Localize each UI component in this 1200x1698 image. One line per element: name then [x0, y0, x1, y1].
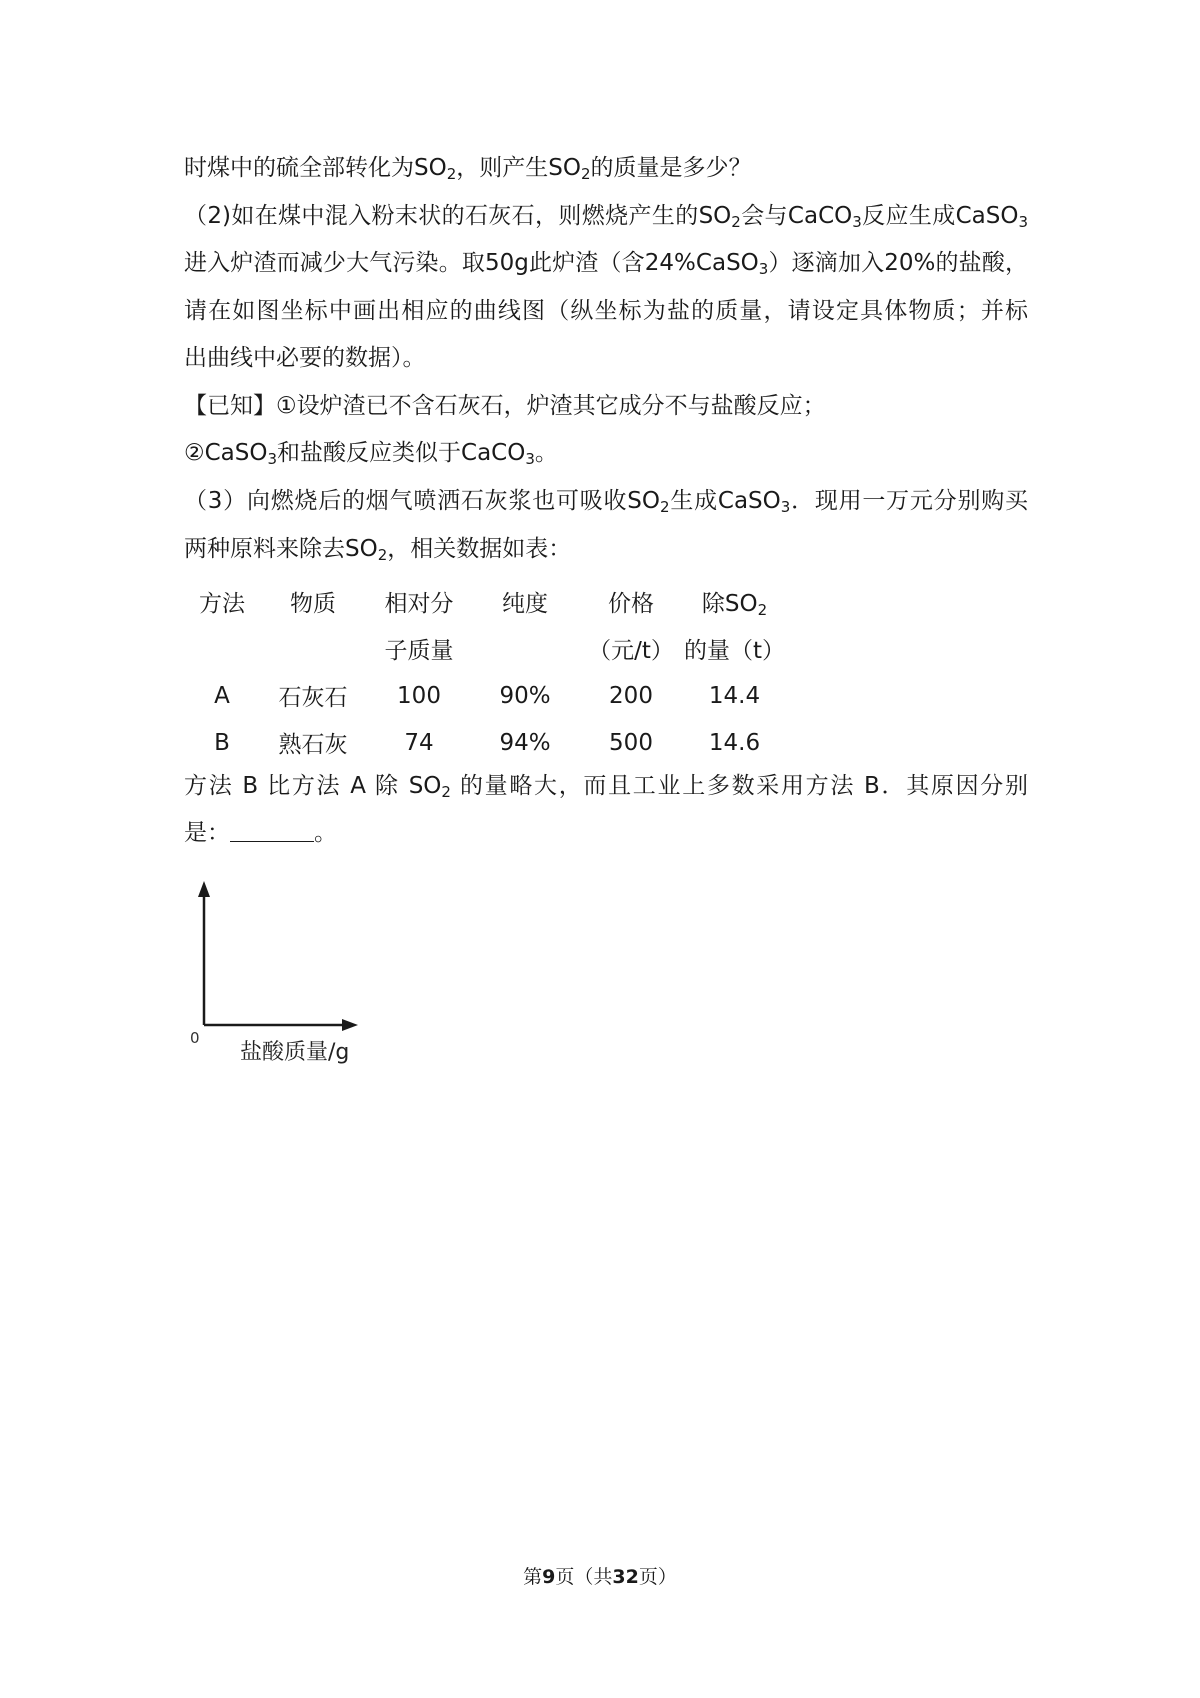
text-line-7: ②CaSO$_3$和盐酸反应类似于CaCO$_3$。 [184, 440, 558, 468]
text-line-10: 方法 B 比方法 A 除 $SO_2$ 的量略大，而且工业上多数采用方法 B．其原因分别 [184, 773, 1028, 801]
table-row [184, 672, 785, 719]
origin-label: 0 [190, 1029, 200, 1047]
data-table [184, 578, 785, 766]
answer-blank[interactable] [230, 819, 314, 842]
table-row [184, 719, 785, 766]
text-line-8: （3）向燃烧后的烟气喷洒石灰浆也可吸收$SO_2$生成CaSO$_3$．现用一万元分别购买 [184, 488, 1029, 516]
text-line-5: 出曲线中必要的数据）。 [184, 345, 426, 371]
header-substance: 物质 [290, 591, 336, 617]
table-cell: A [214, 682, 230, 709]
text-line-9: 两种原料来除去$SO_2$，相关数据如表： [184, 536, 572, 564]
table-cell: 熟石灰 [278, 732, 348, 758]
header-mass: 相对分 [384, 591, 454, 617]
header-method: 方法 [199, 591, 245, 617]
header-so2: 除$SO_2$ [701, 591, 768, 619]
table-header-row-2 [184, 625, 785, 672]
table-cell: 500 [609, 729, 653, 756]
header-so2-2: 的量（t） [684, 638, 786, 664]
text-line-1: 时煤中的硫全部转化为$SO_2$，则产生$SO_2$的质量是多少？ [184, 155, 752, 183]
page-footer: 第9页（共32页） [523, 1566, 677, 1588]
x-axis-arrow [342, 1019, 358, 1031]
table-header-row [184, 578, 785, 625]
text-line-6: 【已知】①设炉渣已不含石灰石，炉渣其它成分不与盐酸反应； [184, 393, 826, 419]
table-cell: 200 [609, 682, 653, 709]
header-mass-2: 子质量 [384, 638, 454, 664]
table-cell: 94% [499, 729, 551, 756]
text-line-3: 进入炉渣而减少大气污染。取50g此炉渣（含24%CaSO$_3$）逐滴加入20%的盐酸， [184, 250, 1028, 278]
table-cell: B [214, 729, 230, 756]
header-price-2: （元/t） [588, 638, 674, 664]
y-axis-arrow [198, 881, 210, 897]
table-cell: 100 [397, 682, 441, 709]
table-cell: 90% [499, 682, 551, 709]
table-cell: 74 [404, 729, 434, 756]
text-line-2: （2)如在煤中混入粉末状的石灰石，则燃烧产生的$SO_2$会与CaCO$_3$反应生成CaSO$_3$ [184, 203, 1028, 231]
text-line-11: 是： 。 [184, 820, 337, 846]
table-cell: 14.6 [708, 729, 761, 756]
table-cell: 石灰石 [278, 685, 348, 711]
x-axis-label: 盐酸质量/g [240, 1040, 350, 1065]
header-price: 价格 [608, 591, 654, 617]
header-purity: 纯度 [502, 591, 548, 617]
table-cell: 14.4 [708, 682, 761, 709]
blank-graph [178, 875, 378, 1075]
text-line-4: 请在如图坐标中画出相应的曲线图（纵坐标为盐的质量，请设定具体物质；并标 [184, 298, 1028, 324]
